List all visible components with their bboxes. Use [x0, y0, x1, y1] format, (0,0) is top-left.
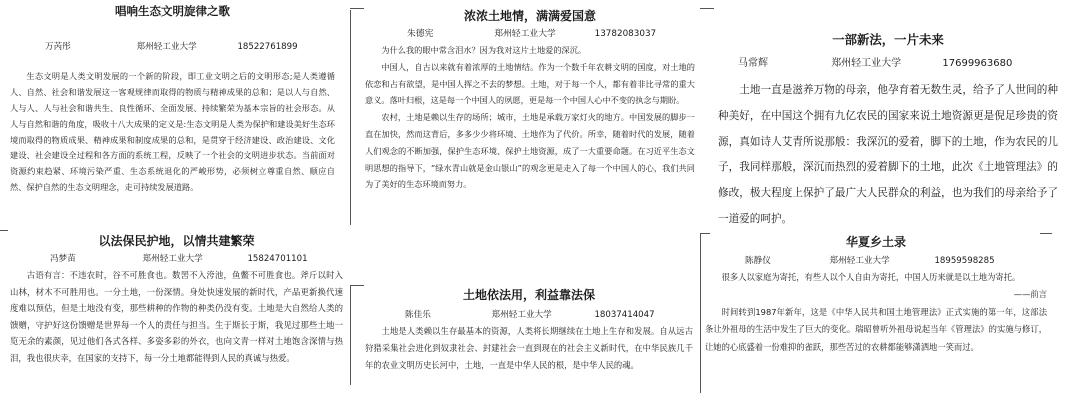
essay-title: 一部新法，一片未来	[832, 32, 944, 47]
essay-paragraph: 中国人，自古以来就有着浓厚的土地情结。作为一个数千年农耕文明的国度，对土地的依恋和占有欲望，是中国人挥之不去的梦想。土地，对于每一个人，都有着非比寻常的重大意义。落叶归根，这是每一个中国人的夙愿，更是每一个中国人心中不变的执念与期盼。	[365, 61, 695, 106]
essay-piece-4	[10, 233, 343, 367]
school-name: 郑州轻工业大学	[829, 256, 890, 266]
school-name: 郑州轻工业大学	[136, 42, 197, 52]
essay-byline	[365, 307, 693, 323]
essay-piece-6	[705, 234, 1047, 356]
essay-piece-2	[365, 8, 695, 193]
divider-line	[350, 285, 364, 286]
divider-line	[700, 233, 701, 393]
essay-paragraph: 时间转到1987年新年，这是《中华人民共和国土地管理法》正式实施的第一年，这部法条让外祖母的生活中发生了巨大的变化。瑞昭曾听外祖母说起当年《管理法》的实施与修订，让她的心底盛着一份难抑的雀跃，那些苦过的农耕都能够潇洒地一笑而过。	[705, 306, 1047, 352]
essay-title: 以法保民护地，以情共建繁荣	[98, 234, 255, 248]
essay-paragraph: 古语有言：不违农时，谷不可胜食也。数罟不入洿池，鱼鳖不可胜食也。斧斤以时入山林，材木不可胜用也。一分土地，一份深情。身处快速发展的新时代，产品更新换代速度难以预估，但是土地没有变，那些耕种的作物的种类仍没有变。土地是大自然给人类的馈赠，守护好这份馈赠是世界每一个人的责任与担当。生于斯长于斯，我见过那些土地一览无余的素颜，见过他们各式各样、多姿多彩的外衣，也向文青一样对土地饱含深情与热泪，我也很庆幸，在国家的支持下，每一分土地都能得到人民的真诚与热爱。	[10, 270, 343, 363]
essay-byline	[365, 26, 695, 42]
school-name: 郑州轻工业大学	[142, 254, 203, 264]
essay-piece-1	[10, 4, 335, 196]
essay-paragraph: 农村，土地是赖以生存的场所；城市，土地是承载万家灯火的地方。中国发展的脚步一直在加快，然而这背后，多多少少将环境、土地作为了代价。所幸，随着时代的发展，随着人们观念的不断加强，保护生态环境、保护土地资源，成了一大重要命题。在习近平生态文明思想的指导下，“绿水青山就是金山银山”的观念更是走入了每一个中国人的心，我们共同为了美好的生态环境而努力。	[365, 112, 695, 190]
phone-number: 13782083037	[594, 29, 657, 39]
essay-byline	[10, 251, 343, 267]
author-name: 陈佳乐	[405, 310, 431, 320]
essay-byline	[705, 253, 1047, 269]
essay-paragraph: 土地是人类赖以生存最基本的资源，人类将长期继续在土地上生存和发展。自从远古狩猎采集社会进化到奴隶社会、封建社会一直到现在的社会主义新时代，在中华民族几千年的农业文明历史长河中，土地，一直是中华人民的根，是中华人民的魂。	[365, 326, 693, 371]
essay-signature: ——前言	[1013, 289, 1047, 300]
divider-line	[700, 8, 714, 9]
essay-title: 土地依法用，利益靠法保	[462, 288, 595, 302]
school-name: 郑州轻工业大学	[831, 58, 902, 69]
author-name: 冯梦苗	[50, 254, 76, 264]
school-name: 郑州轻工业大学	[491, 310, 552, 320]
essay-title: 华夏乡土录	[845, 235, 906, 249]
divider-line	[350, 10, 351, 225]
essay-byline	[718, 56, 1058, 72]
essay-piece-3	[718, 30, 1058, 233]
divider-line	[350, 8, 364, 9]
essay-paragraph: 土地一直是滋养万物的母亲，他孕育着无数生灵，给予了人世间的种种美好，在中国这个拥有九亿农民的国家来说土地资源更是倪足珍贵的资源，真如诗人艾青所说那般：我深沉的爱着，脚下的土地，作为农民的儿子，我同样那般，深沉而热烈的爱着脚下的土地，此次《土地管理法》的修改，极大程度上保护了最广大人民群众的利益，也为我们的母亲给予了一道爱的呵护。	[718, 84, 1058, 225]
essay-paragraph: 生态文明是人类文明发展的一个新的阶段，即工业文明之后的文明形态;是人类遵循人、自然、社会和谐发展这一客观规律而取得的物质与精神成果的总和；是以人与自然、人与人、人与社会和谐共生、良性循环、全面发展、持续繁荣为基本宗旨的社会形态。从人与自然和谐的角度，吸收十八大成果的定义是:生态文明是人类为保护和建设美好生态环境而取得的物质成果、精神成果和制度成果的总和，是贯穿于经济建设、政治建设、文化建设、社会建设全过程和各方面的系统工程，反映了一个社会的文明进步状态。当前面对资源约束趋紧、环境污染严重、生态系统退化的严峻形势，必须树立尊重自然、顺应自然、保护自然的生态文明理念，走可持续发展道路。	[10, 70, 335, 193]
essay-paragraph: 为什么我的眼中常含泪水？因为我对这片土地爱的深沉。	[381, 45, 587, 55]
phone-number: 15824701101	[247, 254, 308, 264]
school-name: 郑州轻工业大学	[494, 29, 556, 39]
author-name: 陈静仪	[745, 256, 771, 266]
divider-line	[0, 230, 8, 231]
author-name: 朱德宪	[407, 29, 434, 39]
author-name: 万芮彤	[45, 42, 71, 52]
phone-number: 18959598285	[934, 256, 995, 266]
essay-byline	[10, 40, 335, 56]
essay-paragraph: 很多人以家庭为寄托，有些人以个人自由为寄托，中国人历来就是以土地为寄托。	[721, 272, 1021, 282]
phone-number: 17699963680	[942, 58, 1013, 69]
phone-number: 18522761899	[237, 42, 298, 52]
phone-number: 18037414047	[594, 310, 655, 320]
essay-title: 浓浓土地情，满满爱国意	[463, 9, 596, 23]
divider-line	[350, 285, 351, 385]
essay-title: 唱响生态文明旋律之歌	[115, 4, 230, 18]
essay-piece-5	[365, 287, 693, 375]
author-name: 马常辉	[738, 58, 768, 69]
